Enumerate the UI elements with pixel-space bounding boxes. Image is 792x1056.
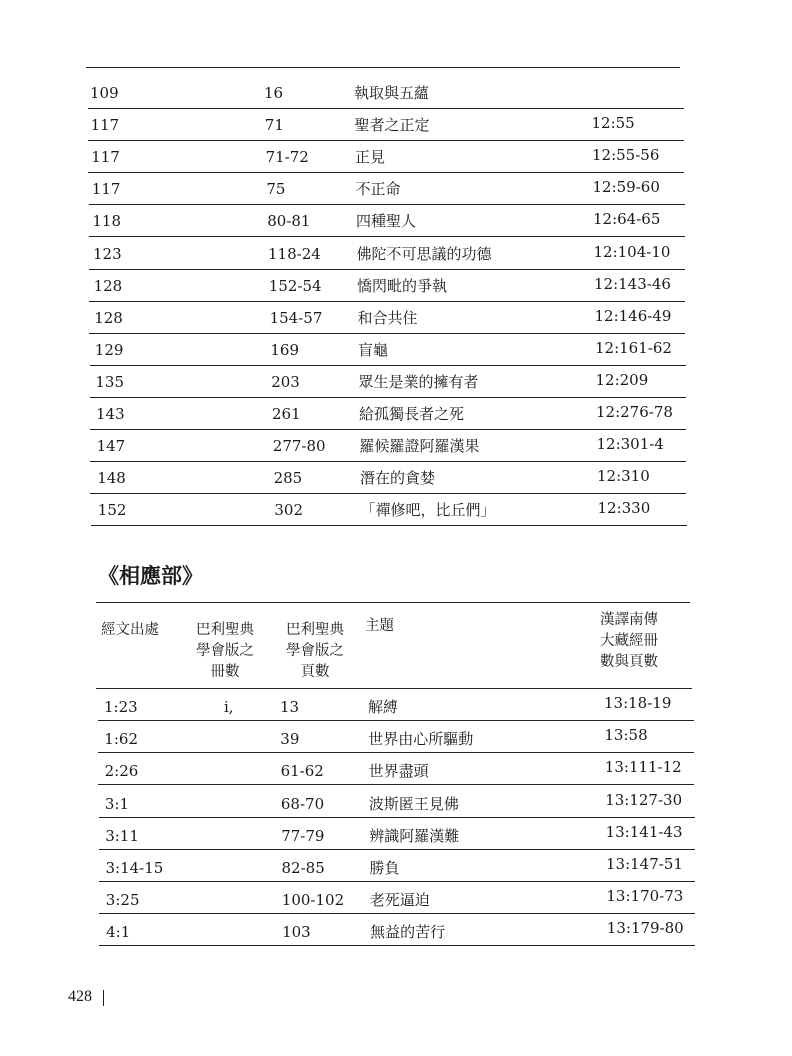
row-rule	[89, 204, 685, 205]
top-row-ref-number: 109	[90, 84, 119, 102]
top-row-ref-number: 148	[97, 469, 126, 488]
top-row-title: 眾生是業的擁有者	[358, 372, 479, 391]
row-pts-volume: i,	[224, 698, 234, 716]
table-row	[0, 758, 792, 788]
top-row-title: 不正命	[355, 180, 401, 199]
table-row	[0, 401, 792, 431]
header-topic: 主題	[365, 618, 394, 634]
row-source: 3:25	[105, 891, 140, 910]
table-row	[0, 694, 792, 724]
row-rule	[99, 913, 695, 914]
row-pts-page: 100-102	[281, 891, 345, 910]
top-row-title: 羅候羅證阿羅漢果	[359, 437, 480, 456]
top-row-chinese-ref: 12:209	[595, 370, 649, 389]
top-row-chinese-ref: 12:161-62	[595, 338, 672, 357]
top-row-title: 「禪修吧，比丘們」	[360, 501, 496, 520]
row-rule	[90, 365, 686, 366]
row-rule	[90, 493, 686, 494]
top-row-chinese-ref: 12:104-10	[593, 242, 671, 261]
row-source: 3:1	[104, 794, 130, 813]
row-rule	[89, 333, 685, 334]
top-row-ref-number: 143	[96, 405, 125, 423]
top-row-chinese-ref: 12:55-56	[592, 146, 660, 165]
top-row-ref-number: 117	[90, 116, 120, 135]
top-row-page: 261	[272, 405, 301, 423]
table-row	[0, 433, 792, 463]
table-row	[0, 273, 792, 303]
table-row	[0, 855, 792, 885]
row-rule	[88, 140, 684, 141]
table-row	[0, 337, 792, 367]
table-row	[0, 919, 792, 949]
row-pts-page: 68-70	[280, 794, 325, 813]
row-rule	[99, 849, 695, 850]
top-row-ref-number: 129	[94, 340, 124, 359]
top-row-page: 71-72	[265, 148, 309, 167]
page-number: 428	[68, 988, 92, 1005]
top-row-title: 潛在的貪婪	[360, 469, 436, 488]
row-rule	[99, 945, 695, 946]
header-source: 經文出處	[101, 622, 159, 638]
top-row-title: 執取與五蘊	[354, 84, 430, 102]
row-source: 1:62	[104, 730, 138, 749]
row-topic: 老死逼迫	[369, 891, 430, 910]
top-row-chinese-ref: 12:146-49	[594, 306, 672, 325]
row-chinese-ref: 13:18-19	[604, 694, 672, 712]
top-row-ref-number: 128	[94, 308, 123, 327]
table-row	[0, 497, 792, 527]
top-row-title: 聖者之正定	[354, 116, 430, 135]
row-rule	[89, 301, 685, 302]
table-row	[0, 80, 792, 110]
row-rule	[88, 108, 684, 109]
top-table-rule	[86, 67, 680, 68]
row-rule	[88, 172, 684, 173]
top-row-page: 203	[271, 372, 300, 391]
row-topic: 波斯匿王見佛	[368, 794, 459, 813]
table-row	[0, 887, 792, 917]
row-topic: 勝負	[369, 859, 400, 877]
table-row	[0, 241, 792, 271]
top-row-ref-number: 152	[97, 501, 127, 520]
row-chinese-ref: 13:58	[604, 726, 648, 745]
table-row	[0, 112, 792, 142]
table-row	[0, 369, 792, 399]
top-row-title: 憍閃毗的爭執	[357, 276, 448, 295]
row-chinese-ref: 13:111-12	[604, 758, 682, 777]
row-rule	[89, 236, 685, 237]
row-source: 4:1	[106, 923, 131, 942]
row-rule	[99, 817, 695, 818]
row-pts-page: 103	[282, 923, 311, 942]
table-row	[0, 791, 792, 821]
top-row-page: 71	[264, 116, 284, 135]
row-chinese-ref: 13:141-43	[605, 822, 683, 841]
top-row-page: 75	[266, 180, 286, 199]
row-chinese-ref: 13:170-73	[606, 887, 684, 906]
row-rule	[98, 720, 694, 721]
top-row-ref-number: 117	[91, 148, 120, 167]
page-number-divider	[103, 990, 104, 1006]
top-row-title: 盲龜	[358, 340, 389, 359]
top-row-ref-number: 147	[96, 437, 126, 456]
row-chinese-ref: 13:179-80	[606, 919, 684, 938]
row-pts-page: 61-62	[280, 762, 324, 781]
top-row-page: 118-24	[268, 244, 321, 263]
top-row-page: 302	[274, 501, 304, 520]
row-rule	[90, 461, 686, 462]
section-title: 《相應部》	[98, 564, 203, 588]
table-row	[0, 208, 792, 238]
table-row	[0, 144, 792, 174]
row-source: 3:14-15	[105, 859, 164, 877]
top-row-ref-number: 117	[91, 180, 121, 199]
top-row-chinese-ref: 12:64-65	[593, 210, 661, 229]
top-row-chinese-ref: 12:59-60	[592, 178, 660, 197]
row-topic: 辨識阿羅漢難	[369, 826, 460, 845]
row-topic: 解縛	[368, 698, 399, 716]
top-row-page: 285	[273, 469, 303, 488]
row-rule	[99, 881, 695, 882]
row-source: 1:23	[104, 698, 138, 716]
row-pts-page: 77-79	[281, 826, 325, 845]
row-chinese-ref: 13:147-51	[606, 855, 683, 873]
row-rule	[98, 752, 694, 753]
section-table-top-rule	[96, 602, 690, 603]
top-row-page: 16	[264, 84, 284, 102]
row-rule	[90, 429, 686, 430]
row-rule	[89, 269, 685, 270]
top-row-title: 給孤獨長者之死	[359, 405, 465, 423]
table-row	[0, 465, 792, 495]
row-topic: 世界由心所驅動	[368, 730, 474, 749]
top-row-page: 152-54	[268, 276, 322, 295]
top-row-title: 正見	[355, 148, 386, 167]
top-row-chinese-ref: 12:310	[597, 467, 650, 486]
row-topic: 無益的苦行	[370, 923, 446, 942]
row-chinese-ref: 13:127-30	[605, 790, 683, 809]
section-table-header-rule	[96, 688, 692, 689]
top-row-title: 四種聖人	[356, 212, 417, 231]
top-row-chinese-ref: 12:55	[591, 114, 635, 133]
top-row-page: 169	[270, 340, 300, 359]
row-source: 2:26	[104, 762, 139, 781]
table-row	[0, 823, 792, 853]
top-row-title: 和合共住	[357, 308, 418, 327]
top-row-page: 277-80	[272, 437, 326, 456]
header-pts-volume: 巴利聖典 學會版之 冊數	[196, 622, 254, 680]
top-row-page: 154-57	[269, 308, 323, 327]
top-row-page: 80-81	[267, 212, 311, 231]
top-row-chinese-ref: 12:301-4	[596, 435, 664, 454]
row-rule	[91, 525, 687, 526]
row-pts-page: 13	[280, 698, 300, 716]
row-pts-page: 39	[280, 730, 300, 749]
top-row-ref-number: 128	[93, 276, 123, 295]
top-row-ref-number: 118	[92, 212, 122, 231]
table-row	[0, 176, 792, 206]
top-row-chinese-ref: 12:330	[597, 499, 651, 518]
top-row-ref-number: 135	[95, 372, 125, 391]
top-row-ref-number: 123	[93, 244, 122, 263]
row-source: 3:11	[105, 826, 139, 845]
row-pts-page: 82-85	[281, 859, 325, 877]
row-rule	[90, 397, 686, 398]
header-chinese-ref: 漢譯南傳 大藏經冊 數與頁數	[600, 612, 658, 670]
top-row-title: 佛陀不可思議的功德	[356, 244, 492, 263]
table-row	[0, 726, 792, 756]
row-rule	[98, 784, 694, 785]
table-row	[0, 305, 792, 335]
top-row-chinese-ref: 12:143-46	[594, 274, 671, 293]
top-row-chinese-ref: 12:276-78	[596, 403, 673, 421]
header-pts-page: 巴利聖典 學會版之 頁數	[286, 622, 344, 680]
row-topic: 世界盡頭	[368, 762, 429, 781]
